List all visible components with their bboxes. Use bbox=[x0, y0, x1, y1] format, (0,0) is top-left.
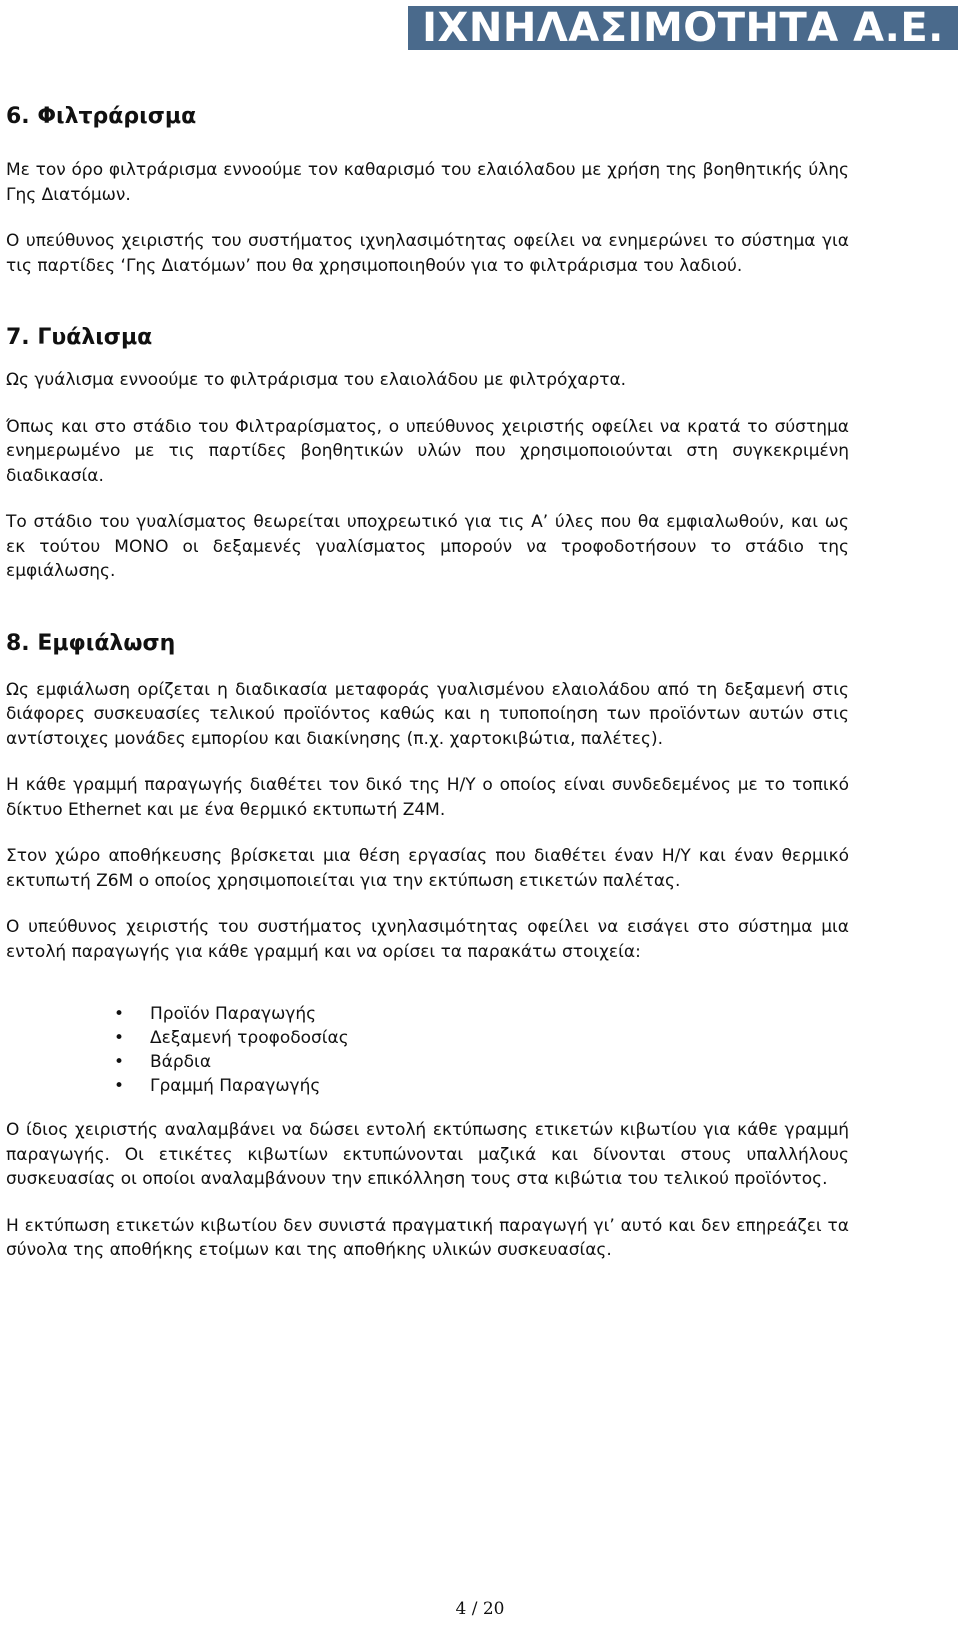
section-6-paragraph-2: Ο υπεύθυνος χειριστής του συστήματος ιχνηλασιμότητας οφείλει να ενημερώνει το σύστημα για τις παρτίδες ‘Γης Διατόμων’ που θα χρησιμοποιηθούν για το φιλτράρισμα του λαδιού. bbox=[6, 231, 849, 276]
page-number: 4 / 20 bbox=[455, 1599, 505, 1619]
section-8-paragraph-1: Ως εμφιάλωση ορίζεται η διαδικασία μεταφοράς γυαλισμένου ελαιολάδου από τη δεξαμενή στις διάφορες συσκευασίες τελικού προϊόντος καθώς και η τυποποίηση των προϊόντων αυτών στις αντίστοιχες μονάδες εμπορίου και διακίνησης (π.χ. χαρτοκιβώτια, παλέτες). bbox=[6, 679, 849, 749]
section-7-paragraph-2: Όπως και στο στάδιο του Φιλτραρίσματος, ο υπεύθυνος χειριστής οφείλει να κρατά το σύστημα ενημερωμένο με τις παρτίδες βοηθητικών υλών που χρησιμοποιούνται στη συγκεκριμένη διαδικασία. bbox=[6, 416, 849, 486]
production-fields-list bbox=[6, 1002, 849, 1098]
page-content bbox=[6, 104, 849, 1263]
section-8-paragraph-4: Ο υπεύθυνος χειριστής του συστήματος ιχνηλασιμότητας οφείλει να εισάγει στο σύστημα μια εντολή παραγωγής για κάθε γραμμή και να ορίσει τα παρακάτω στοιχεία: bbox=[6, 917, 849, 962]
list-item: • Βάρδια bbox=[6, 1050, 849, 1074]
section-6-paragraph-1: Με τον όρο φιλτράρισμα εννοούμε τον καθαρισμό του ελαιόλαδου με χρήση της βοηθητικής ύλης Γης Διατόμων. bbox=[6, 160, 849, 205]
list-item: • Προϊόν Παραγωγής bbox=[6, 1002, 849, 1026]
section-8-paragraph-6: Η εκτύπωση ετικετών κιβωτίου δεν συνιστά πραγματική παραγωγή γι’ αυτό και δεν επηρεάζει τα σύνολα της αποθήκης ετοίμων και της αποθήκης υλικών συσκευασίας. bbox=[6, 1215, 849, 1260]
list-item: • Γραμμή Παραγωγής bbox=[6, 1074, 849, 1098]
section-7-paragraph-3: Το στάδιο του γυαλίσματος θεωρείται υποχρεωτικό για τις Α’ ύλες που θα εμφιαλωθούν, και ως εκ τούτου ΜΟΝΟ οι δεξαμενές γυαλίσματος μπορούν να τροφοδοτήσουν το στάδιο της εμφιάλωσης. bbox=[6, 512, 849, 581]
section-7-paragraph-1: Ως γυάλισμα εννοούμε το φιλτράρισμα του ελαιολάδου με φιλτρόχαρτα. bbox=[6, 370, 627, 390]
section-8-heading: 8. Εμφιάλωση bbox=[6, 630, 176, 656]
list-item: • Δεξαμενή τροφοδοσίας bbox=[6, 1026, 849, 1050]
company-logo bbox=[408, 6, 958, 50]
section-8-paragraph-2: Η κάθε γραμμή παραγωγής διαθέτει τον δικό της Η/Υ ο οποίος είναι συνδεδεμένος με το τοπικό δίκτυο Ethernet και με ένα θερμικό εκτυπωτή Z4M. bbox=[6, 775, 849, 820]
section-8-paragraph-3: Στον χώρο αποθήκευσης βρίσκεται μια θέση εργασίας που διαθέτει έναν Η/Υ και έναν θερμικό εκτυπωτή Z6M ο οποίος χρησιμοποιείται για την εκτύπωση ετικετών παλέτας. bbox=[6, 846, 849, 891]
logo-text: ΙΧΝΗΛΑΣΙΜΟΤΗΤΑ Α.Ε. bbox=[422, 5, 944, 51]
section-8-paragraph-5: Ο ίδιος χειριστής αναλαμβάνει να δώσει εντολή εκτύπωσης ετικετών κιβωτίου για κάθε γραμμή παραγωγής. Οι ετικέτες κιβωτίων εκτυπώνονται μαζικά και δίνονται στους υπαλλήλους συσκευασίας οι οποίοι αναλαμβάνουν την επικόλληση τους στα κιβώτια του τελικού προϊόντος. bbox=[6, 1120, 849, 1189]
section-7-heading: 7. Γυάλισμα bbox=[6, 325, 153, 350]
section-6-heading: 6. Φιλτράρισμα bbox=[6, 104, 197, 129]
